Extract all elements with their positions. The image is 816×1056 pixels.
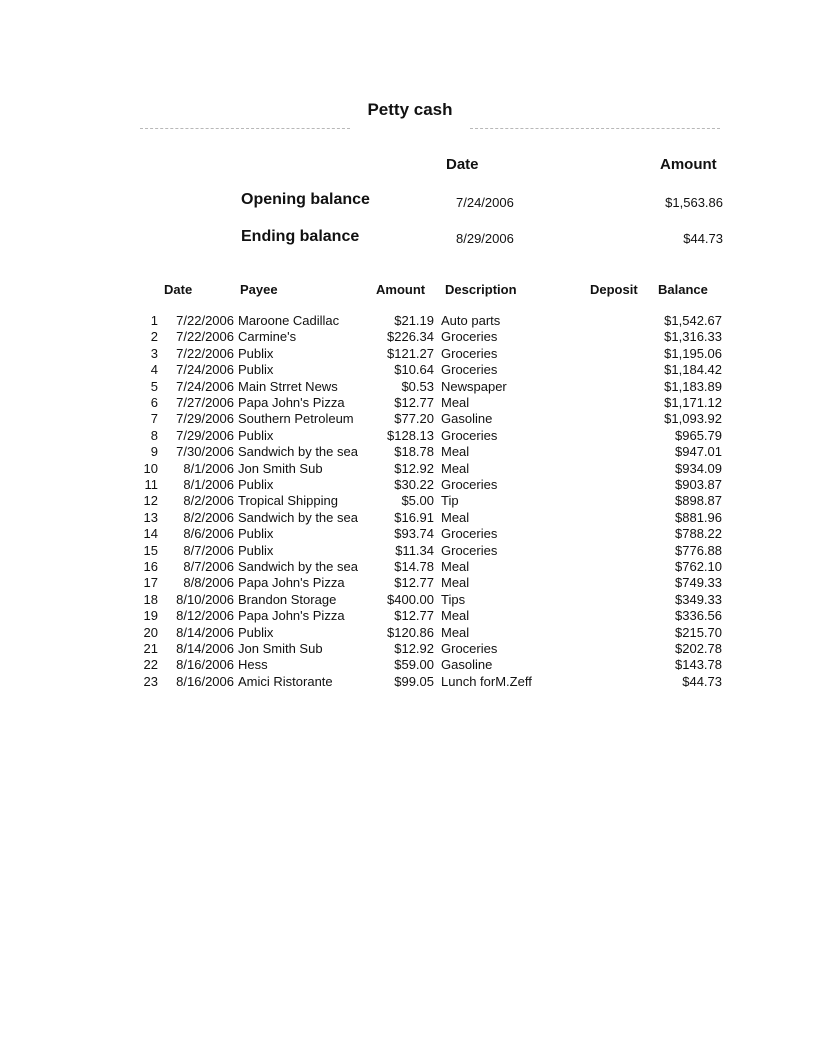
row-number: 10 xyxy=(143,460,158,476)
row-payee: Papa John's Pizza xyxy=(238,395,345,410)
table-row xyxy=(0,575,816,591)
row-description: Meal xyxy=(441,608,470,624)
row-amount: $16.91 xyxy=(394,509,434,525)
row-payee: Sandwich by the sea xyxy=(238,559,358,574)
row-description: Meal xyxy=(441,624,470,640)
row-payee: Main Strret News xyxy=(238,378,338,394)
table-row xyxy=(0,526,816,542)
row-date: 8/7/2006 xyxy=(183,559,234,574)
row-balance: $788.22 xyxy=(675,526,722,542)
row-payee: Publix xyxy=(238,427,274,443)
row-balance: $349.33 xyxy=(675,591,722,607)
row-balance: $749.33 xyxy=(675,575,722,591)
row-number: 11 xyxy=(144,477,158,492)
row-description: Lunch forM.Zeff xyxy=(441,673,532,689)
row-date: 7/24/2006 xyxy=(176,362,234,378)
row-balance: $1,171.12 xyxy=(664,395,722,410)
row-payee: Sandwich by the sea xyxy=(238,444,358,460)
row-number: 4 xyxy=(150,362,158,378)
table-row xyxy=(0,461,816,477)
row-payee: Sandwich by the sea xyxy=(238,509,358,525)
row-description: Meal xyxy=(441,460,470,476)
row-description: Tip xyxy=(441,493,459,509)
row-balance: $143.78 xyxy=(675,657,722,673)
row-date: 8/16/2006 xyxy=(176,657,234,673)
row-amount: $120.86 xyxy=(387,624,434,640)
title-rule-left xyxy=(140,128,350,129)
row-date: 7/27/2006 xyxy=(176,395,234,410)
row-number: 9 xyxy=(150,444,158,460)
row-amount: $128.13 xyxy=(387,427,434,443)
row-description: Meal xyxy=(441,395,470,410)
row-amount: $21.19 xyxy=(394,313,434,328)
row-amount: $10.64 xyxy=(394,362,434,378)
row-date: 8/16/2006 xyxy=(176,673,234,689)
row-payee: Papa John's Pizza xyxy=(238,608,345,624)
row-balance: $903.87 xyxy=(675,477,722,492)
row-payee: Publix xyxy=(238,542,274,558)
row-description: Groceries xyxy=(441,526,498,542)
row-number: 12 xyxy=(143,493,158,509)
row-date: 8/2/2006 xyxy=(183,493,234,509)
summary-amount-header: Amount xyxy=(660,156,717,173)
table-row xyxy=(0,428,816,444)
table-row xyxy=(0,444,816,460)
row-number: 8 xyxy=(150,427,158,443)
row-number: 16 xyxy=(143,559,158,574)
row-payee: Publix xyxy=(238,624,274,640)
table-row xyxy=(0,641,816,657)
row-payee: Publix xyxy=(238,345,274,361)
row-date: 7/24/2006 xyxy=(176,378,234,394)
row-balance: $1,183.89 xyxy=(664,378,722,394)
row-number: 2 xyxy=(150,329,158,345)
row-date: 7/30/2006 xyxy=(176,444,234,460)
row-payee: Papa John's Pizza xyxy=(238,575,345,591)
row-balance: $934.09 xyxy=(675,460,722,476)
table-row xyxy=(0,510,816,526)
row-amount: $121.27 xyxy=(387,345,434,361)
table-row xyxy=(0,493,816,509)
row-amount: $11.34 xyxy=(395,542,434,558)
row-description: Groceries xyxy=(441,427,498,443)
row-description: Meal xyxy=(441,509,470,525)
row-balance: $881.96 xyxy=(675,509,722,525)
row-number: 21 xyxy=(143,641,158,656)
row-description: Groceries xyxy=(441,641,498,656)
row-date: 8/2/2006 xyxy=(183,509,234,525)
row-amount: $99.05 xyxy=(394,673,434,689)
row-date: 8/14/2006 xyxy=(176,641,234,656)
row-balance: $1,195.06 xyxy=(664,345,722,361)
row-description: Meal xyxy=(441,575,470,591)
col-header-date: Date xyxy=(164,282,193,297)
row-description: Groceries xyxy=(441,345,498,361)
row-payee: Publix xyxy=(238,362,274,378)
row-balance: $215.70 xyxy=(675,624,722,640)
row-balance: $898.87 xyxy=(675,493,722,509)
row-number: 22 xyxy=(143,657,158,673)
row-description: Gasoline xyxy=(441,657,493,673)
col-header-description: Description xyxy=(445,282,517,297)
title-rule-right xyxy=(470,128,720,129)
row-balance: $947.01 xyxy=(675,444,722,460)
table-row xyxy=(0,411,816,427)
col-header-amount: Amount xyxy=(376,282,426,297)
row-amount: $12.92 xyxy=(394,460,434,476)
row-amount: $5.00 xyxy=(401,493,434,509)
row-payee: Carmine's xyxy=(238,329,297,345)
row-amount: $226.34 xyxy=(387,329,434,345)
row-balance: $44.73 xyxy=(682,673,722,689)
table-row xyxy=(0,657,816,673)
row-date: 8/14/2006 xyxy=(176,624,234,640)
row-payee: Maroone Cadillac xyxy=(238,313,340,328)
opening-balance-label: Opening balance xyxy=(241,191,370,208)
row-date: 8/12/2006 xyxy=(176,608,234,624)
row-date: 8/10/2006 xyxy=(176,591,234,607)
ending-balance-amount: $44.73 xyxy=(683,231,723,246)
ending-balance-date: 8/29/2006 xyxy=(456,231,514,246)
row-description: Groceries xyxy=(441,362,498,378)
row-balance: $1,316.33 xyxy=(664,329,722,345)
row-date: 7/22/2006 xyxy=(176,313,234,328)
col-header-balance: Balance xyxy=(658,282,708,297)
row-amount: $0.53 xyxy=(401,378,434,394)
table-row xyxy=(0,313,816,329)
row-description: Tips xyxy=(441,591,466,607)
row-number: 15 xyxy=(143,542,158,558)
row-payee: Amici Ristorante xyxy=(238,673,333,689)
row-description: Meal xyxy=(441,559,470,574)
row-number: 20 xyxy=(143,624,158,640)
row-number: 13 xyxy=(143,509,158,525)
row-amount: $59.00 xyxy=(394,657,434,673)
table-row xyxy=(0,559,816,575)
opening-balance-amount: $1,563.86 xyxy=(665,195,723,210)
row-payee: Publix xyxy=(238,477,274,492)
row-number: 18 xyxy=(143,591,158,607)
row-number: 7 xyxy=(150,411,158,427)
row-balance: $202.78 xyxy=(675,641,722,656)
row-number: 19 xyxy=(143,608,158,624)
row-amount: $77.20 xyxy=(394,411,434,427)
row-date: 7/29/2006 xyxy=(176,427,234,443)
row-payee: Southern Petroleum xyxy=(238,411,354,427)
table-row xyxy=(0,592,816,608)
row-number: 23 xyxy=(143,673,158,689)
row-description: Groceries xyxy=(441,477,498,492)
row-description: Meal xyxy=(441,444,470,460)
row-description: Auto parts xyxy=(441,313,501,328)
row-amount: $12.77 xyxy=(394,608,434,624)
table-row xyxy=(0,674,816,690)
row-number: 17 xyxy=(143,575,158,591)
row-description: Groceries xyxy=(441,329,498,345)
row-number: 1 xyxy=(150,313,158,328)
row-date: 8/8/2006 xyxy=(183,575,234,591)
col-header-payee: Payee xyxy=(240,282,278,297)
row-payee: Jon Smith Sub xyxy=(238,641,323,656)
row-date: 7/22/2006 xyxy=(176,345,234,361)
row-amount: $400.00 xyxy=(387,591,434,607)
table-row xyxy=(0,625,816,641)
row-date: 7/29/2006 xyxy=(176,411,234,427)
row-balance: $1,093.92 xyxy=(664,411,722,427)
row-amount: $30.22 xyxy=(394,477,434,492)
row-balance: $1,184.42 xyxy=(664,362,722,378)
col-header-deposit: Deposit xyxy=(590,282,638,297)
table-row xyxy=(0,395,816,411)
row-amount: $18.78 xyxy=(394,444,434,460)
row-number: 14 xyxy=(143,526,158,542)
row-balance: $762.10 xyxy=(675,559,722,574)
row-balance: $965.79 xyxy=(675,427,722,443)
row-amount: $12.92 xyxy=(394,641,434,656)
row-description: Newspaper xyxy=(441,378,507,394)
row-date: 8/1/2006 xyxy=(183,477,234,492)
row-payee: Jon Smith Sub xyxy=(238,460,323,476)
row-number: 3 xyxy=(150,345,158,361)
table-row xyxy=(0,477,816,493)
opening-balance-date: 7/24/2006 xyxy=(456,195,514,210)
row-amount: $12.77 xyxy=(394,575,434,591)
row-date: 8/6/2006 xyxy=(183,526,234,542)
row-amount: $93.74 xyxy=(394,526,434,542)
row-description: Groceries xyxy=(441,542,498,558)
summary-date-header: Date xyxy=(446,156,479,173)
row-date: 8/1/2006 xyxy=(183,460,234,476)
row-balance: $1,542.67 xyxy=(664,313,722,328)
row-description: Gasoline xyxy=(441,411,493,427)
row-number: 6 xyxy=(150,395,158,410)
table-row xyxy=(0,379,816,395)
row-date: 8/7/2006 xyxy=(183,542,234,558)
row-payee: Publix xyxy=(238,526,274,542)
row-amount: $12.77 xyxy=(394,395,434,410)
table-row xyxy=(0,608,816,624)
row-balance: $776.88 xyxy=(675,542,722,558)
table-row xyxy=(0,329,816,345)
row-amount: $14.78 xyxy=(394,559,434,574)
row-balance: $336.56 xyxy=(675,608,722,624)
row-payee: Brandon Storage xyxy=(238,591,337,607)
row-date: 7/22/2006 xyxy=(176,329,234,345)
table-row xyxy=(0,346,816,362)
row-payee: Tropical Shipping xyxy=(238,493,338,509)
page-title: Petty cash xyxy=(367,100,453,119)
row-payee: Hess xyxy=(238,657,268,673)
table-row xyxy=(0,543,816,559)
ending-balance-label: Ending balance xyxy=(241,228,360,245)
table-row xyxy=(0,362,816,378)
row-number: 5 xyxy=(150,378,158,394)
